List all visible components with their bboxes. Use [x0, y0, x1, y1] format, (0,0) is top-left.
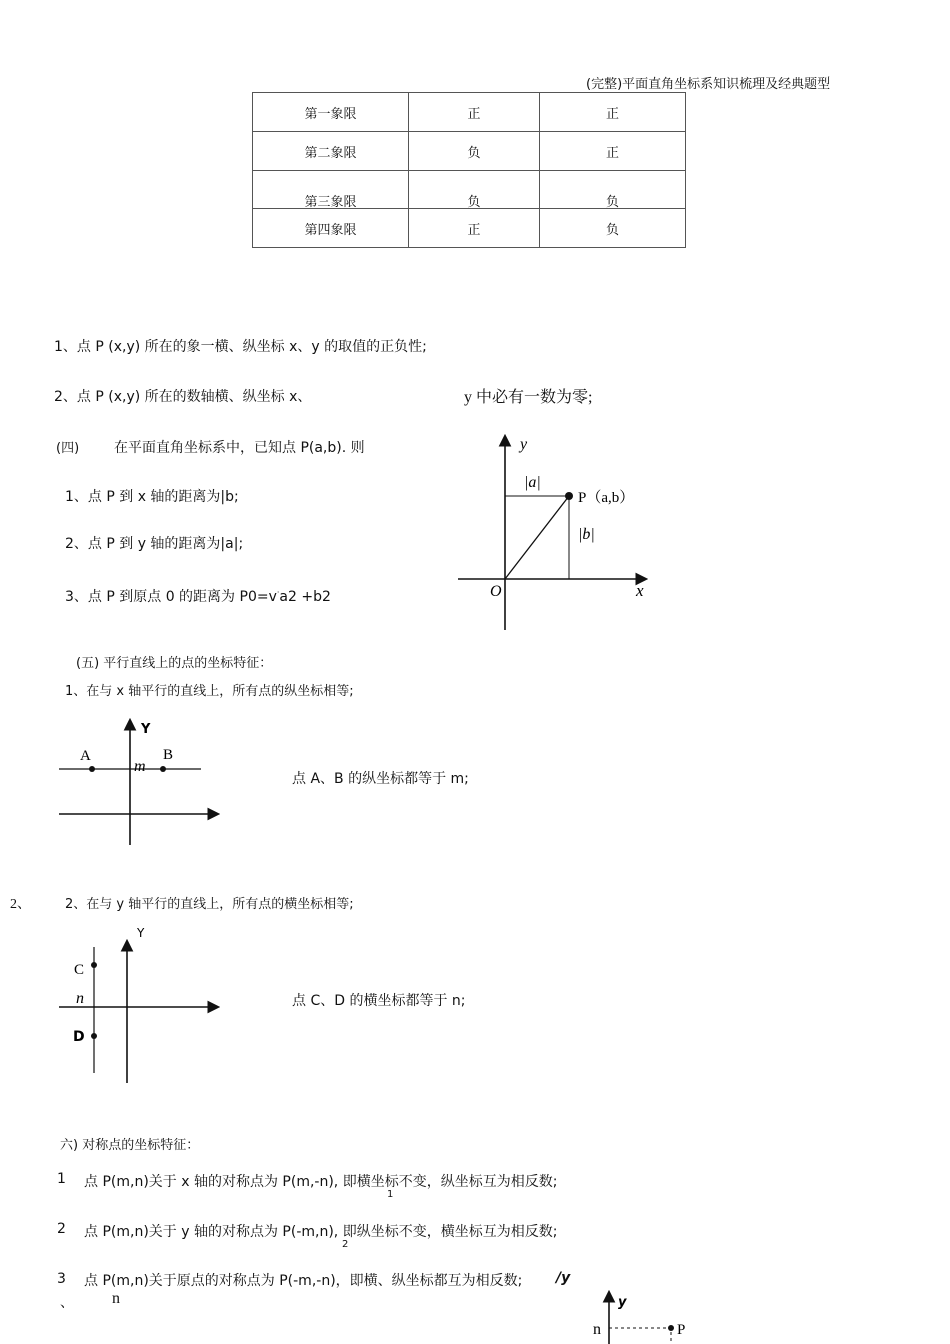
point-b	[160, 766, 166, 772]
line-axis-rule: 2、点 P (x,y) 所在的数轴横、纵坐标 x、	[54, 389, 312, 405]
table-cell: 正	[540, 132, 686, 171]
point-d	[91, 1033, 97, 1039]
rule-text: 3、点 P 到原点 0 的距离为 P0=v	[65, 589, 277, 605]
point-a	[89, 766, 95, 772]
rule-number: 3	[57, 1271, 66, 1287]
subscript: 2	[342, 1239, 349, 1250]
line-sign-rule: 1、点 P (x,y) 所在的象一横、纵坐标 x、y 的取值的正负性;	[54, 339, 427, 355]
rule-number: 2	[57, 1221, 66, 1237]
quadrant-sign-table	[252, 92, 686, 248]
d-label: D	[73, 1029, 85, 1045]
table-cell: 负	[540, 209, 686, 248]
section-4-title: 在平面直角坐标系中，已知点 P(a,b). 则	[114, 440, 365, 456]
table-row	[253, 132, 686, 171]
table-row	[253, 209, 686, 248]
m-label: m	[134, 758, 146, 775]
section-6-title: 六) 对称点的坐标特征：	[60, 1138, 200, 1153]
stray-n: n	[112, 1290, 120, 1307]
stray-mark: 、	[60, 1295, 74, 1311]
cell-text: 负	[467, 195, 481, 210]
table-cell: 正	[540, 93, 686, 132]
table-row	[253, 93, 686, 132]
rule-x-parallel: 1、在与 x 轴平行的直线上，所有点的纵坐标相等;	[65, 684, 354, 699]
table-cell: 负	[409, 132, 540, 171]
y-label: Y	[137, 926, 145, 940]
n-label: n	[593, 1321, 601, 1338]
x-parallel-figure	[55, 715, 230, 850]
rule-distance-x-axis: 1、点 P 到 x 轴的距离为|b;	[65, 489, 239, 505]
y-label: y	[520, 436, 528, 453]
a-label: |a|	[524, 474, 541, 491]
table-cell: 第二象限	[253, 132, 409, 171]
symmetry-figure	[585, 1288, 705, 1344]
table-cell: 第四象限	[253, 209, 409, 248]
n-label: n	[76, 990, 84, 1007]
point-p	[668, 1325, 674, 1331]
y-label: Y	[141, 722, 151, 737]
p-label: P（a,b）	[578, 490, 635, 506]
rule-y-symmetry: 点 P(m,n)关于 y 轴的对称点为 P(-m,n), 即纵坐标不变，横坐标互为相反数;	[84, 1224, 558, 1240]
note-y-parallel: 点 C、D 的横坐标都等于 n;	[292, 993, 466, 1009]
rule-y-parallel: 2、在与 y 轴平行的直线上，所有点的横坐标相等;	[65, 897, 354, 912]
table-cell	[540, 171, 686, 209]
table-row	[253, 171, 686, 209]
y-label: y	[618, 1295, 627, 1310]
a-label: A	[80, 748, 91, 764]
subscript: 1	[387, 1189, 394, 1200]
table-cell	[409, 171, 540, 209]
p-label: P	[677, 1322, 686, 1338]
rule-origin-symmetry: 点 P(m,n)关于原点的对称点为 P(-m,-n)，即横、纵坐标都互为相反数;	[84, 1273, 523, 1289]
point-c	[91, 962, 97, 968]
table-cell: 正	[409, 93, 540, 132]
distance-figure	[450, 425, 660, 635]
c-label: C	[74, 962, 85, 978]
line-axis-rule-end: y 中必有一数为零;	[464, 389, 593, 406]
x-label: x	[636, 581, 644, 600]
b-label: |b|	[578, 526, 595, 543]
table-cell: 第一象限	[253, 93, 409, 132]
section-4-number: (四)	[56, 441, 80, 456]
note-x-parallel: 点 A、B 的纵坐标都等于 m;	[292, 771, 469, 787]
rule-formula: a2 +b2	[279, 589, 331, 605]
table-cell	[253, 171, 409, 209]
y-parallel-figure	[55, 925, 230, 1090]
rule-distance-y-axis: 2、点 P 到 y 轴的距离为|a|;	[65, 536, 244, 552]
point-p	[565, 492, 573, 500]
origin-label: O	[490, 583, 502, 600]
rule-x-symmetry: 点 P(m,n)关于 x 轴的对称点为 P(m,-n), 即横坐标不变，纵坐标互为相反数;	[84, 1174, 558, 1190]
cell-text: 第三象限	[304, 195, 357, 210]
rule-number: 1	[57, 1171, 66, 1187]
section-5-title: (五) 平行直线上的点的坐标特征：	[76, 656, 273, 671]
cell-text: 负	[605, 195, 619, 210]
page-header: (完整)平面直角坐标系知识梳理及经典题型	[586, 77, 831, 92]
b-label: B	[163, 747, 174, 763]
rule-tail: /y	[556, 1270, 571, 1286]
stray-number: 2、	[10, 897, 31, 912]
rule-distance-origin: 3、点 P 到原点 0 的距离为 P0=v·a2 +b2	[65, 588, 331, 605]
segment-op	[505, 496, 569, 579]
table-cell: 正	[409, 209, 540, 248]
